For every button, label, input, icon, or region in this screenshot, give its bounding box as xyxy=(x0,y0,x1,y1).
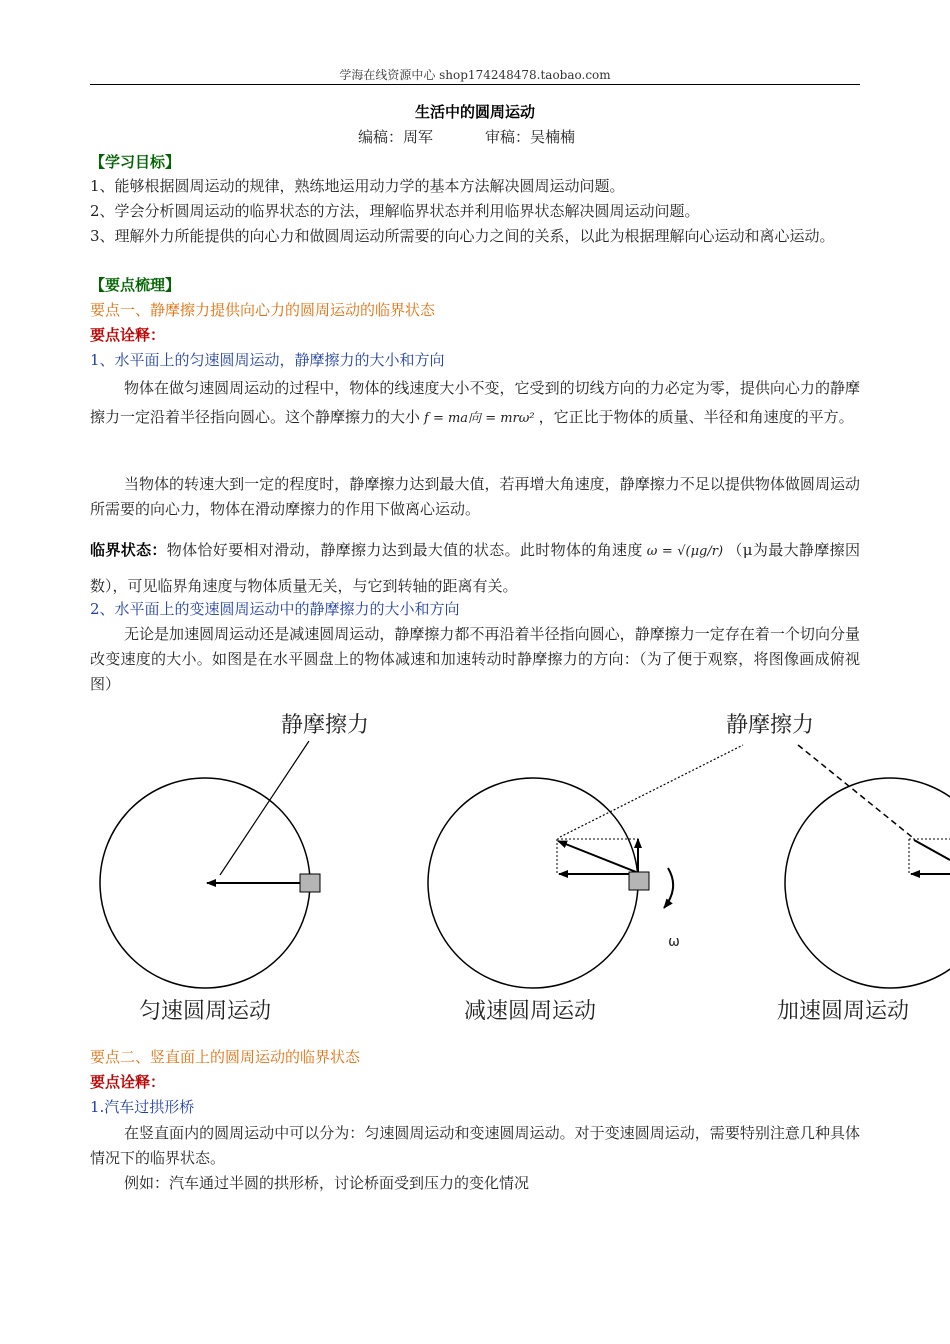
header-divider xyxy=(90,84,860,85)
point1-sub2: 2、水平面上的变速圆周运动中的静摩擦力的大小和方向 xyxy=(90,600,460,618)
caption-accel: 加速圆周运动 xyxy=(776,999,910,1024)
leader-line-uniform xyxy=(220,741,309,875)
friction-arrow-accel xyxy=(914,840,950,860)
rotation-arrow xyxy=(664,868,673,908)
block-uniform xyxy=(300,874,320,892)
point2-paragraph-1: 在竖直面内的圆周运动中可以分为：匀速圆周运动和变速圆周运动。对于变速圆周运动，需要特别注意几种具体情况下的临界状态。 xyxy=(90,1124,860,1167)
friction-label-right: 静摩擦力 xyxy=(725,713,815,738)
critical-text-a: 物体恰好要相对滑动，静摩擦力达到最大值的状态。此时物体的角速度 xyxy=(166,541,643,559)
point2-sub1: 1.汽车过拱形桥 xyxy=(90,1098,195,1116)
friction-label-left: 静摩擦力 xyxy=(280,713,370,738)
author-line xyxy=(358,126,575,147)
goals-heading: 【学习目标】 xyxy=(90,153,181,171)
editor: 编稿：周军 xyxy=(358,128,434,146)
critical-text-b: （μ为最大静摩擦因数），可见临界角速度与物体质量无关，与它到转轴的距离有关。 xyxy=(90,541,860,595)
point1-paragraph-2: 当物体的转速大到一定的程度时，静摩擦力达到最大值，若再增大角速度，静摩擦力不足以提供物体做圆周运动所需要的向心力，物体在滑动摩擦力的作用下做离心运动。 xyxy=(90,475,860,518)
leader-line-decel xyxy=(560,745,743,837)
goal-item-1: 1、能够根据圆周运动的规律，熟练地运用动力学的基本方法解决圆周运动问题。 xyxy=(90,177,625,195)
formula-friction: f = ma向 = mrω² xyxy=(424,411,535,426)
point2-paragraph-2: 例如：汽车通过半圆的拱形桥，讨论桥面受到压力的变化情况 xyxy=(124,1174,530,1192)
page-title: 生活中的圆周运动 xyxy=(414,103,535,121)
leader-line-accel xyxy=(798,745,912,837)
point1-paragraph-1 xyxy=(90,374,860,433)
friction-diagram xyxy=(0,700,950,1040)
goal-item-3: 3、理解外力所能提供的向心力和做圆周运动所需要的向心力之间的关系，以此为根据理解向心运动和离心运动。 xyxy=(90,227,835,245)
friction-arrow-decel xyxy=(558,841,636,872)
p1-text-b: ，它正比于物体的质量、半径和角速度的平方。 xyxy=(538,408,854,426)
goal-item-2: 2、学会分析圆周运动的临界状态的方法，理解临界状态并利用临界状态解决圆周运动问题。 xyxy=(90,202,700,220)
omega-label: ω xyxy=(668,934,680,950)
point2-title: 要点二、竖直面上的圆周运动的临界状态 xyxy=(90,1048,361,1066)
point1-title: 要点一、静摩擦力提供向心力的圆周运动的临界状态 xyxy=(90,301,436,319)
p1-text-a: 物体在做匀速圆周运动的过程中，物体的线速度大小不变，它受到的切线方向的力必定为零，提供向心力的静摩擦力一定沿着半径指向圆心。这个静摩擦力的大小 xyxy=(90,379,860,426)
disk-accel xyxy=(785,778,950,988)
point1-sub1: 1、水平面上的匀速圆周运动，静摩擦力的大小和方向 xyxy=(90,351,445,369)
critical-label: 临界状态： xyxy=(90,541,167,559)
outline-heading: 【要点梳理】 xyxy=(90,276,181,294)
point1-paragraph-3: 无论是加速圆周运动还是减速圆周运动，静摩擦力都不再沿着半径指向圆心，静摩擦力一定存在着一个切向分量改变速度的大小。如图是在水平圆盘上的物体减速和加速转动时静摩擦力的方向：（为了便于观察，将图像画成俯视图） xyxy=(90,625,860,693)
point1-explain-label: 要点诠释： xyxy=(90,326,166,344)
disk-decel xyxy=(428,778,638,988)
reviewer: 审稿：吴楠楠 xyxy=(485,128,576,146)
formula-omega: ω = √(μg/r) xyxy=(646,544,724,559)
point2-explain-label: 要点诠释： xyxy=(90,1073,166,1091)
caption-uniform: 匀速圆周运动 xyxy=(138,999,272,1024)
caption-decel: 减速圆周运动 xyxy=(463,999,597,1024)
critical-state-paragraph xyxy=(90,533,860,603)
page-header: 学海在线资源中心 shop174248478.taobao.com xyxy=(339,68,611,82)
block-decel xyxy=(629,872,649,890)
